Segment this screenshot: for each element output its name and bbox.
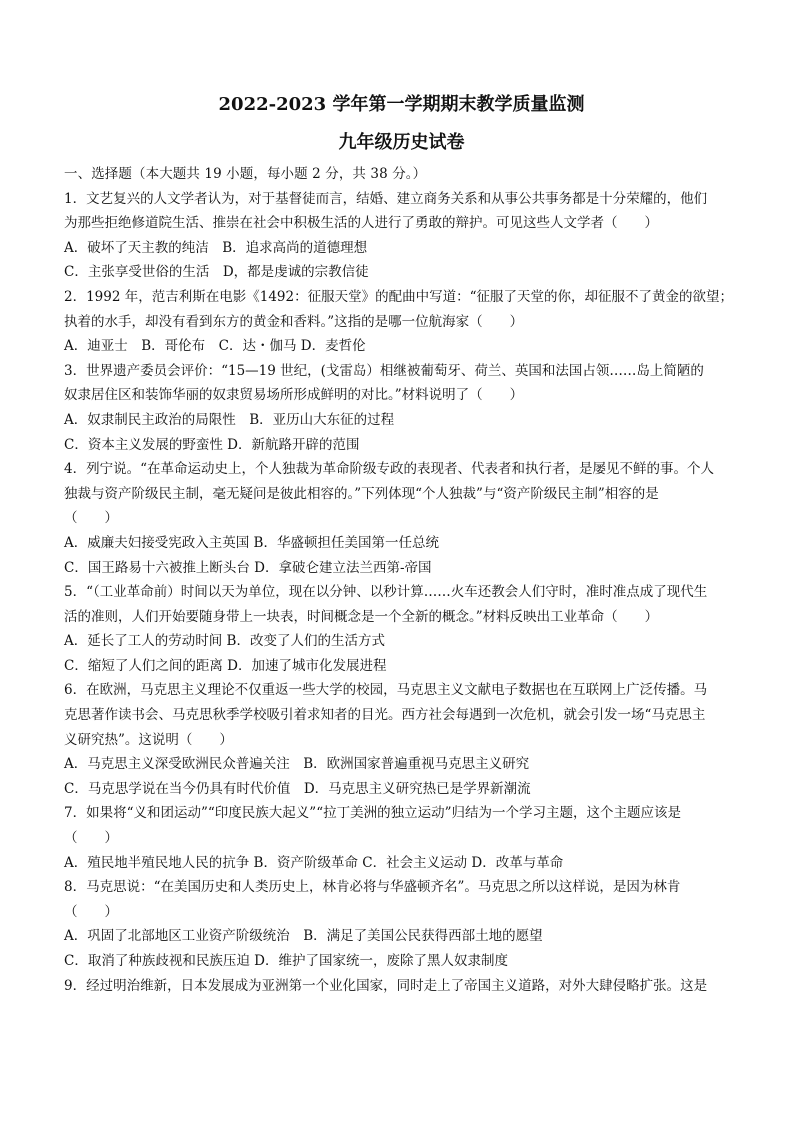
option-line: C．资本主义发展的野蛮性 D．新航路开辟的范围	[64, 436, 360, 453]
question-stem-line: 义研究热”。这说明（ ）	[64, 731, 233, 748]
option-line: A．延长了工人的劳动时间 B．改变了人们的生活方式	[64, 633, 385, 650]
question-stem-line: 克思著作读书会、马克思秋季学校吸引着求知者的目光。西方社会每遇到一次危机，就会引发一场“马克思主	[64, 707, 706, 724]
question-options	[64, 334, 739, 359]
question-6	[64, 678, 739, 801]
question-1	[64, 187, 739, 285]
option-line: C．主张享受世俗的生活 D，都是虔诚的宗教信徒	[64, 264, 369, 281]
question-options	[64, 236, 739, 285]
question-9	[64, 974, 739, 999]
question-5	[64, 580, 739, 678]
question-2	[64, 285, 739, 359]
question-stem-line: 9．经过明治维新，日本发展成为亚洲第一个业化国家，同时走上了帝国主义道路，对外大肆侵略扩张。这是	[64, 977, 708, 994]
option-line: A．巩固了北部地区工业资产阶级统治 B．满足了美国公民获得西部土地的愿望	[64, 928, 543, 945]
option-line: C．马克思学说在当今仍具有时代价值 D．马克思主义研究热已是学界新潮流	[64, 780, 531, 797]
option-line: C．国王路易十六被推上断头台 D．拿破仑建立法兰西第-帝国	[64, 559, 432, 576]
option-line: A．威廉夫妇接受宪政入主英国 B．华盛顿担任美国第一任总统	[64, 534, 439, 551]
question-stem-line: 4．列宁说。“在革命运动史上，个人独裁为革命阶级专政的表现者、代表者和执行者，是屡见不鲜的事。个人	[64, 461, 714, 478]
question-stem-line: 8．马克思说：“在美国历史和人类历史上，林肯必将与华盛顿齐名”。马克思之所以这样说，是因为林肯	[64, 879, 681, 896]
question-options	[64, 531, 739, 580]
question-stem-line: 7．如果将“义和团运动”“印度民族大起义”“拉丁美洲的独立运动”归结为一个学习主题，这个主题应该是	[64, 805, 681, 822]
option-line: A．奴隶制民主政治的局限性 B．亚历山大东征的过程	[64, 411, 395, 428]
question-stem-line: 执着的水手，却没有看到东方的黄金和香料。”这指的是哪一位航海家（ ）	[64, 313, 524, 330]
question-stem-line: 6．在欧洲，马克思主义理论不仅重返一些大学的校园，马克思主义文献电子数据也在互联网上广泛传播。马	[64, 682, 708, 699]
question-stem-line: 活的准则，人们开始要随身带上一块表，时间概念是一个全新的概念。”材料反映出工业革命（ ）	[64, 608, 659, 625]
question-7	[64, 801, 739, 875]
option-line: C．缩短了人们之间的距离 D．加速了城市化发展进程	[64, 657, 387, 674]
question-options	[64, 752, 739, 801]
option-line: A．迪亚士 B．哥伦布 C．达・伽马 D．麦哲伦	[64, 338, 366, 355]
exam-page	[64, 92, 739, 998]
section-heading: 一、选择题（本大题共 19 小题，每小题 2 分，共 38 分。）	[64, 166, 427, 182]
question-list	[64, 187, 739, 999]
question-stem-line: 2．1992 年，范吉利斯在电影《1492：征服天堂》的配曲中写道：“征服了天堂的你，却征服不了黄金的欲望；	[64, 288, 733, 305]
question-4	[64, 457, 739, 580]
question-3	[64, 359, 739, 457]
question-stem-line: 3．世界遗产委员会评价：“15—19 世纪，(戈雷岛）相继被葡萄牙、荷兰、英国和法国占领……岛上简陋的	[64, 362, 704, 379]
question-options	[64, 408, 739, 457]
option-line: A．马克思主义深受欧洲民众普遍关注 B．欧洲国家普遍重视马克思主义研究	[64, 756, 530, 773]
question-options	[64, 924, 739, 973]
question-stem-line: 奴隶居住区和装饰华丽的奴隶贸易场所形成鲜明的对比。”材料说明了（ ）	[64, 387, 524, 404]
question-stem-line: 1．文艺复兴的人文学者认为，对于基督徒而言，结婚、建立商务关系和从事公共事务都是十分荣耀的，他们	[64, 190, 708, 207]
question-options	[64, 851, 739, 876]
option-line: A．殖民地半殖民地人民的抗争 B．资产阶级革命 C．社会主义运动 D．改革与革命	[64, 854, 564, 871]
option-line: C．取消了种族歧视和民族压迫 D．维护了国家统一，废除了黑人奴隶制度	[64, 953, 508, 969]
question-stem-line: （ ）	[64, 903, 118, 920]
exam-subtitle: 九年级历史试卷	[338, 132, 465, 153]
question-stem-line: （ ）	[64, 510, 118, 527]
question-options	[64, 629, 739, 678]
question-stem-line: （ ）	[64, 830, 118, 847]
exam-title: 2022-2023 学年第一学期期末教学质量监测	[218, 94, 585, 115]
question-stem-line: 独裁与资产阶级民主制，毫无疑问是彼此相容的。”下列体现“个人独裁”与“资产阶级民主制”相容的是	[64, 485, 659, 502]
option-line: A．破坏了天主教的纯洁 B．追求高尚的道德理想	[64, 239, 368, 256]
question-stem-line: 为那些拒绝修道院生活、推崇在社会中积极生活的人进行了勇敢的辩护。可见这些人文学者（ ）	[64, 215, 658, 232]
question-8	[64, 875, 739, 973]
question-stem-line: 5．“（工业革命前）时间以天为单位，现在以分钟、以秒计算……火车还教会人们守时，准时准点成了现代生	[64, 584, 708, 601]
